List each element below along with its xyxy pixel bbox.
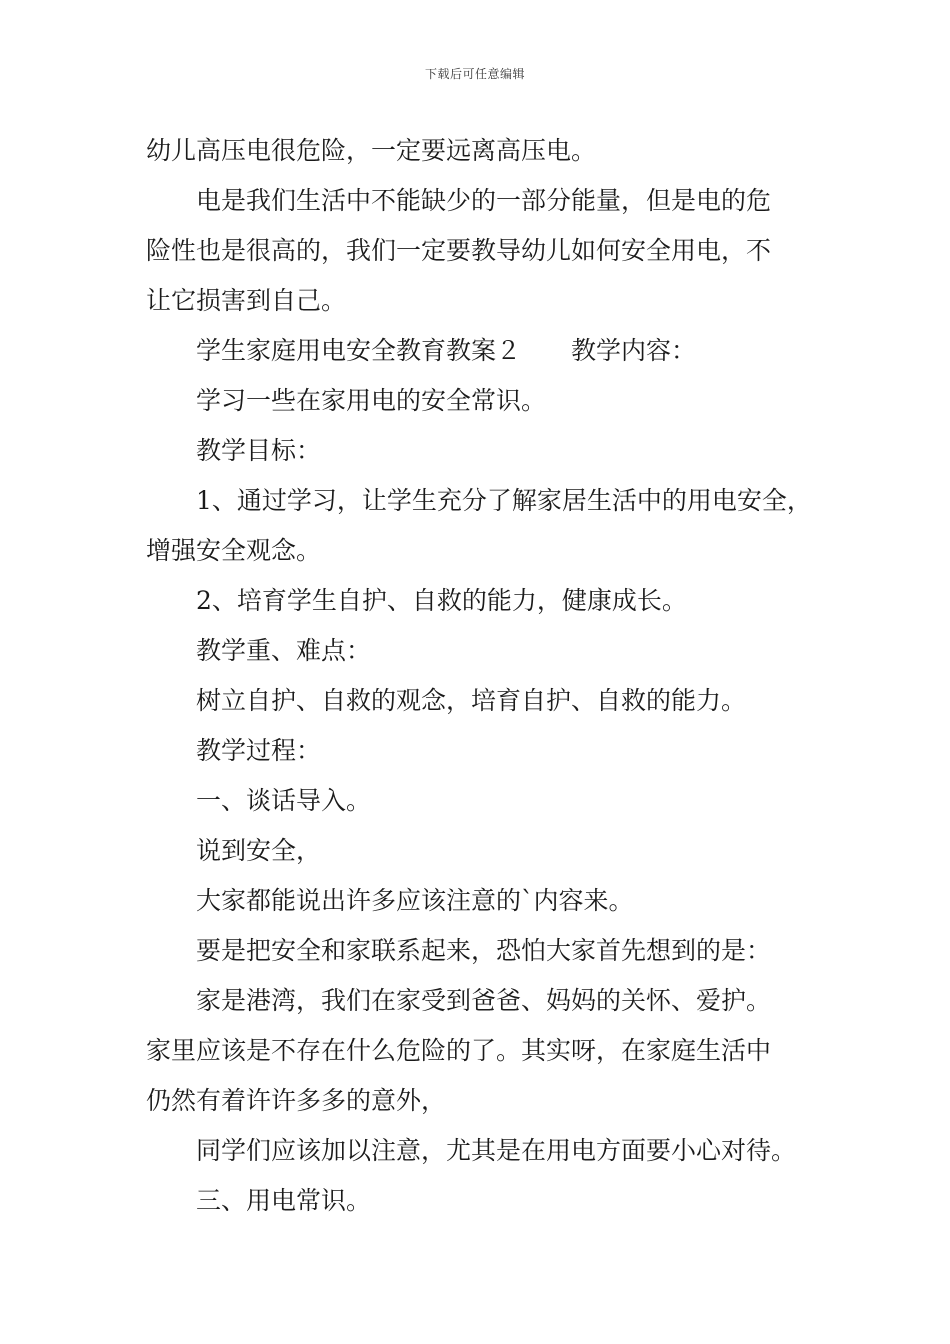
document-body [146,126,826,1226]
paragraph-line-17: 要是把安全和家联系起来，恐怕大家首先想到的是： [196,936,772,965]
page-header-note: 下载后可任意编辑 [424,67,525,81]
paragraph-line-21: 同学们应该加以注意，尤其是在用电方面要小心对待。 [196,1136,797,1165]
heading-key-points: 教学重、难点： [196,636,372,665]
process-step-1: 一、谈话导入。 [196,786,372,815]
goal-item-2: 2、培育学生自护、自救的能力，健康成长。 [196,586,687,615]
paragraph-line-6: 学习一些在家用电的安全常识。 [196,386,547,415]
paragraph-line-16: 大家都能说出许多应该注意的`内容来。 [196,886,634,915]
heading-teaching-process: 教学过程： [196,736,322,765]
goal-item-1-line-2: 增强安全观念。 [146,536,322,565]
heading-teaching-goals: 教学目标： [196,436,322,465]
paragraph-line-3: 险性也是很高的，我们一定要教导幼儿如何安全用电，不 [146,236,772,265]
paragraph-line-19: 家里应该是不存在什么危险的了。其实呀，在家庭生活中 [146,1036,772,1065]
section-title-line: 学生家庭用电安全教育教案２ 教学内容： [196,336,697,365]
process-step-3: 三、用电常识。 [196,1186,372,1215]
paragraph-line-4: 让它损害到自己。 [146,286,347,315]
key-points-text: 树立自护、自救的观念，培育自护、自救的能力。 [196,686,747,715]
goal-item-1-line-1: 1、通过学习，让学生充分了解家居生活中的用电安全， [196,486,812,515]
paragraph-line-1: 幼儿高压电很危险，一定要远离高压电。 [146,136,597,165]
paragraph-line-18: 家是港湾，我们在家受到爸爸、妈妈的关怀、爱护。 [196,986,772,1015]
paragraph-line-20: 仍然有着许许多多的意外， [146,1086,447,1115]
paragraph-line-15: 说到安全， [196,836,322,865]
paragraph-line-2: 电是我们生活中不能缺少的一部分能量，但是电的危 [196,186,772,215]
